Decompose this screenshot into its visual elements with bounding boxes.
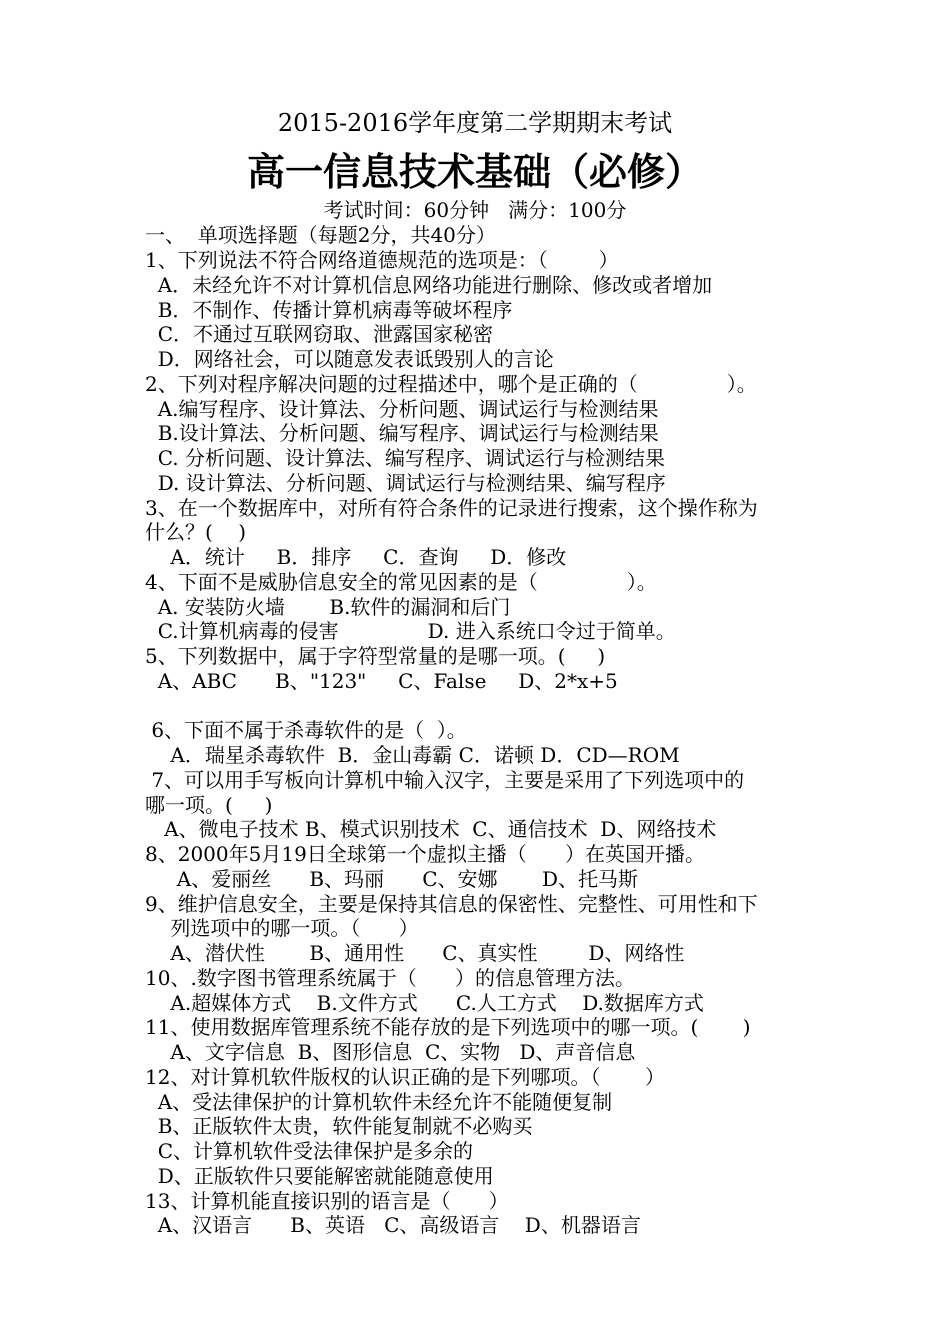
section-heading: 一、 单项选择题（每题2分，共40分） (145, 223, 496, 247)
text-line: 3、在一个数据库中，对所有符合条件的记录进行搜索，这个操作称为 (145, 495, 758, 520)
exam-subtitle: 2015-2016学年度第二学期期末考试 (277, 109, 673, 137)
text-line: A、微电子技术 B、模式识别技术 C、通信技术 D、网络技术 (145, 817, 717, 842)
text-line: 8、2000年5月19日全球第一个虚拟主播（ ）在英国开播。 (145, 842, 705, 866)
text-line: A.超媒体方式 B.文件方式 C.人工方式 D.数据库方式 (145, 990, 704, 1015)
text-line: A.编写程序、设计算法、分析问题、调试运行与检测结果 (145, 396, 659, 421)
text-line: A、ABC B、"123" C、False D、2*x+5 (145, 668, 618, 693)
text-line: 什么？( ) (145, 520, 247, 545)
text-line: 13、计算机能直接识别的语言是（ ） (145, 1188, 509, 1213)
text-line: A、受法律保护的计算机软件未经允许不能随便复制 (145, 1089, 613, 1114)
text-line: 4、下面不是威胁信息安全的常见因素的是（ ）。 (145, 569, 657, 594)
text-line: C．不通过互联网窃取、泄露国家秘密 (145, 322, 494, 347)
text-line: 哪一项。( ) (145, 792, 273, 817)
text-line: A．统计 B．排序 C．查询 D．修改 (145, 545, 567, 569)
text-line: D．网络社会，可以随意发表诋毁别人的言论 (145, 347, 554, 371)
text-line: 9、维护信息安全，主要是保持其信息的保密性、完整性、可用性和下 (145, 891, 758, 916)
text-line: A. 安装防火墙 B.软件的漏洞和后门 (145, 594, 511, 619)
text-line: A．瑞星杀毒软件 B．金山毒霸 C．诺顿 D．CD—ROM (145, 743, 680, 767)
text-line: D、正版软件只要能解密就能随意使用 (145, 1163, 494, 1188)
text-line: C. 分析问题、设计算法、编写程序、调试运行与检测结果 (145, 446, 666, 470)
text-line: D. 设计算法、分析问题、调试运行与检测结果、编写程序 (145, 470, 666, 495)
text-line: C、计算机软件受法律保护是多余的 (145, 1139, 474, 1163)
text-line: 12、对计算机软件版权的认识正确的是下列哪项。（ ） (145, 1064, 665, 1089)
text-line: C.计算机病毒的侵害 D. 进入系统口令过于简单。 (145, 619, 676, 644)
text-line: A、爱丽丝 B、玛丽 C、安娜 D、托马斯 (145, 866, 639, 891)
exam-info: 考试时间：60分钟 满分：100分 (323, 198, 627, 222)
text-line: 7、可以用手写板向计算机中输入汉字，主要是采用了下列选项中的 (145, 767, 745, 792)
text-line: 6、下面不属于杀毒软件的是（ ）。 (145, 718, 467, 743)
text-line: 5、下列数据中，属于字符型常量的是哪一项。( ) (145, 644, 606, 668)
text-line: A．未经允许不对计算机信息网络功能进行删除、修改或者增加 (145, 272, 713, 297)
text-line: A、文字信息 B、图形信息 C、实物 D、声音信息 (145, 1040, 636, 1064)
text-line: B、正版软件太贵，软件能复制就不必购买 (145, 1114, 533, 1139)
text-line: 10、.数字图书管理系统属于（ ）的信息管理方法。 (145, 965, 635, 990)
text-line: 1、下列说法不符合网络道德规范的选项是：（ ） (145, 248, 619, 272)
text-line: A、潜伏性 B、通用性 C、真实性 D、网络性 (145, 941, 685, 965)
text-line: 2、下列对程序解决问题的过程描述中，哪个是正确的（ ）。 (145, 371, 757, 396)
text-line: B.设计算法、分析问题、编写程序、调试运行与检测结果 (145, 421, 659, 446)
text-line: 列选项中的哪一项。（ ） (145, 916, 419, 941)
text-line: B．不制作、传播计算机病毒等破坏程序 (145, 297, 513, 322)
text-line: 11、使用数据库管理系统不能存放的是下列选项中的哪一项。( ) (145, 1015, 751, 1040)
text-line: A、汉语言 B、英语 C、高级语言 D、机器语言 (145, 1213, 641, 1238)
exam-title: 高一信息技术基础（必修） (246, 150, 703, 194)
